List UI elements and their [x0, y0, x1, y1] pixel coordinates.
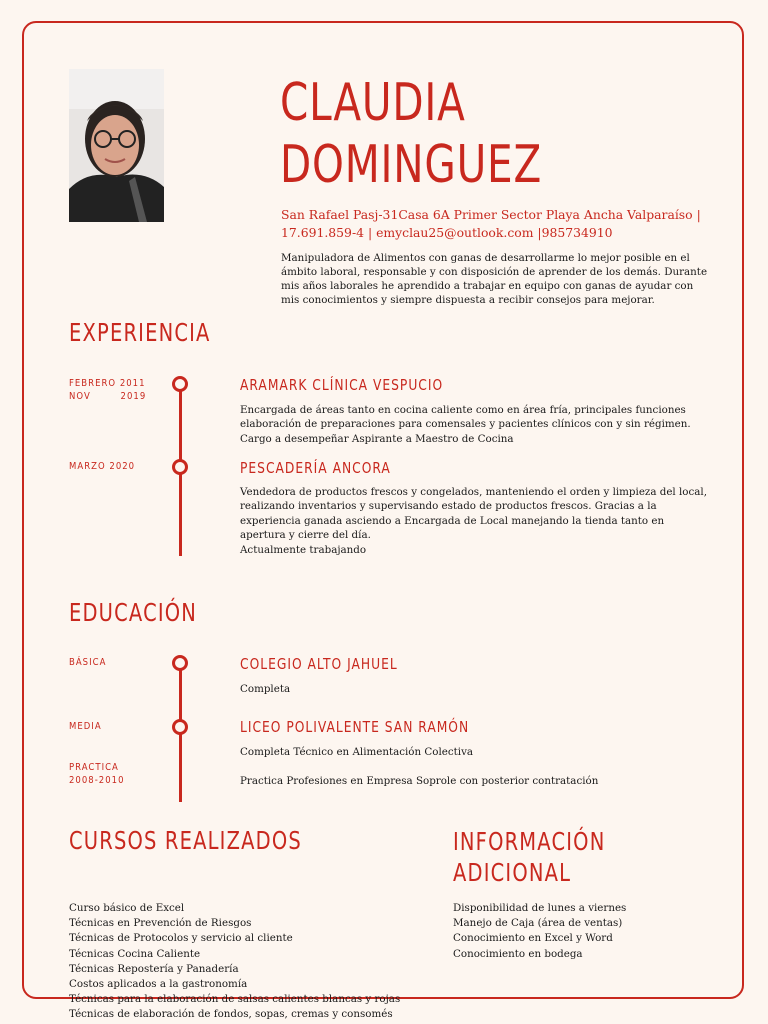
list-item: Técnicas de Protocolos y servicio al cliente	[69, 932, 293, 945]
additional-info-list	[453, 901, 626, 962]
profile-summary: Manipuladora de Alimentos con ganas de desarrollarme lo mejor posible en el ámbito laboral, responsable y con disposición de aprender de los demás. Durante mis años laborales he aprendido a trabajar en equipo con ganas de ayudar con mis conocimientos y siempre dispuesta a recibir consejos para mejorar.	[281, 252, 708, 306]
timeline-dot	[172, 655, 188, 671]
list-item: Técnicas Repostería y Panadería	[69, 962, 239, 975]
contact-info	[281, 206, 711, 242]
timeline-dot	[172, 719, 188, 735]
experience-date-1: FEBRERO 2011 NOV 2019	[69, 378, 147, 402]
profile-photo	[69, 69, 164, 222]
experience-description-2-main: Vendedora de productos frescos y congelados, manteniendo el orden y limpieza del local, realizando inventarios y supervisando estado de productos frescos. Gracias a la experiencia ganada asciendo a Encargada de Local manejando la tienda tanto en apertura y cierre del día.	[240, 486, 707, 542]
list-item: Técnicas de elaboración de fondos, sopas, cremas y consomés	[69, 1008, 393, 1021]
additional-info-title-line2: ADICIONAL	[453, 858, 572, 887]
education-title: EDUCACIÓN	[69, 598, 198, 627]
additional-info-title-line1: INFORMACIÓN	[453, 827, 606, 856]
list-item: Manejo de Caja (área de ventas)	[453, 917, 623, 930]
list-item: Curso básico de Excel	[69, 902, 185, 914]
courses-title: CURSOS REALIZADOS	[69, 826, 302, 855]
experience-description-2	[240, 485, 710, 557]
last-name: DOMINGUEZ	[280, 135, 543, 195]
experience-description-2-status: Actualmente trabajando	[240, 543, 367, 556]
list-item: Técnicas para la elaboración de salsas calientes blancas y rojas	[69, 993, 401, 1006]
experience-date-2: MARZO 2020	[69, 461, 136, 472]
list-item: Técnicas en Prevención de Riesgos	[69, 917, 252, 930]
education-school-1: COLEGIO ALTO JAHUEL	[240, 655, 398, 673]
contact-line-address: San Rafael Pasj-31Casa 6A Primer Sector Playa Ancha Valparaíso |	[281, 207, 701, 222]
contact-line-details: 17.691.859-4 | emyclau25@outlook.com |985734910	[281, 225, 613, 240]
list-item: Disponibilidad de lunes a viernes	[453, 902, 627, 914]
education-date-3: PRACTICA 2008-2010	[69, 762, 125, 786]
list-item: Conocimiento en Excel y Word	[453, 932, 613, 945]
candidate-name	[280, 72, 542, 196]
experience-company-2: PESCADERÍA ANCORA	[240, 459, 391, 477]
experience-description-1: Encargada de áreas tanto en cocina caliente como en área fría, principales funciones elaboración de preparaciones para comensales y pacientes clínicos con y sin régimen. Cargo a desempeñar Aspirante a Maestro de Cocina	[240, 404, 691, 445]
timeline-dot	[172, 376, 188, 392]
list-item: Conocimiento en bodega	[453, 947, 583, 960]
education-date-2: MEDIA	[69, 721, 102, 732]
timeline-dot	[172, 459, 188, 475]
education-school-2: LICEO POLIVALENTE SAN RAMÓN	[240, 718, 470, 736]
first-name: CLAUDIA	[280, 73, 466, 133]
education-date-1: BÁSICA	[69, 657, 107, 668]
experience-title: EXPERIENCIA	[69, 318, 211, 347]
courses-list	[69, 901, 400, 1023]
additional-info-title	[453, 826, 605, 888]
list-item: Técnicas Cocina Caliente	[69, 947, 201, 960]
list-item: Costos aplicados a la gastronomía	[69, 978, 248, 991]
education-detail-2: Completa Técnico en Alimentación Colectiva	[240, 746, 474, 758]
education-detail-1: Completa	[240, 683, 291, 695]
education-detail-3: Practica Profesiones en Empresa Soprole con posterior contratación	[240, 775, 599, 787]
experience-company-1: ARAMARK CLÍNICA VESPUCIO	[240, 376, 444, 394]
